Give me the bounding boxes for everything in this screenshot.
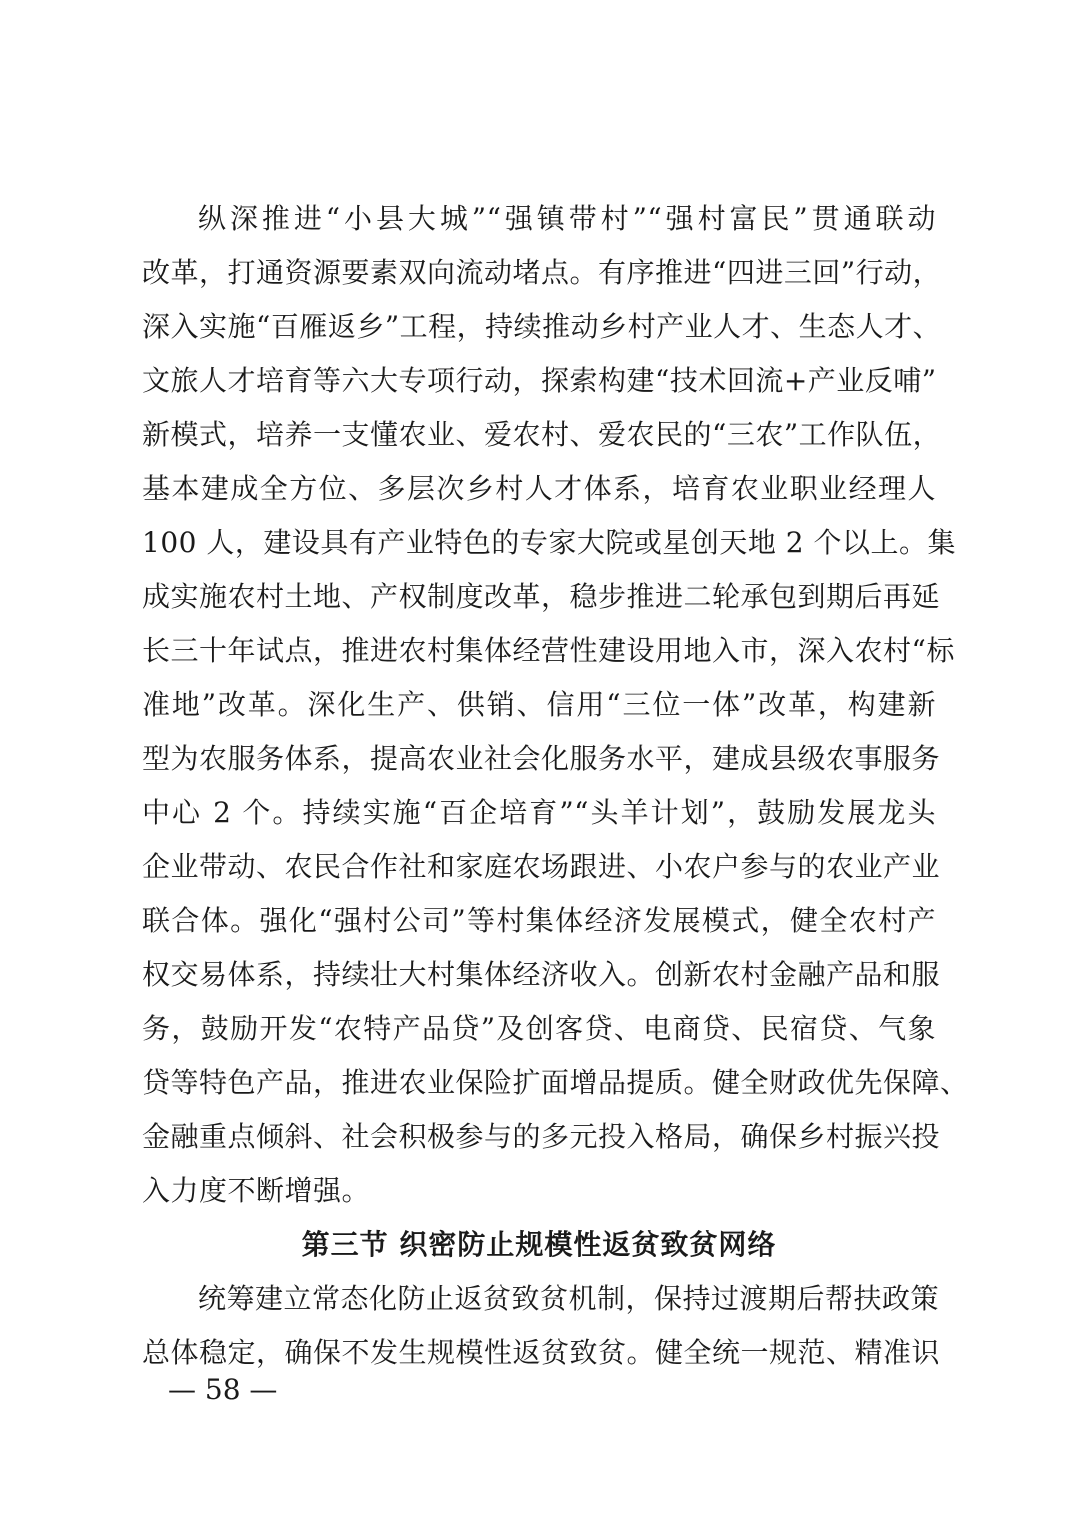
paragraph-line: 中心 2 个。持续实施“百企培育”“头羊计划”，鼓励发展龙头 xyxy=(142,796,936,829)
section-heading: 第三节 织密防止规模性返贫致贫网络 xyxy=(301,1228,777,1261)
paragraph-line: 基本建成全方位、多层次乡村人才体系，培育农业职业经理人 xyxy=(142,472,936,505)
paragraph-line: 100 人，建设具有产业特色的专家大院或星创天地 2 个以上。集 xyxy=(142,526,956,559)
paragraph-line: 联合体。强化“强村公司”等村集体经济发展模式，健全农村产 xyxy=(142,904,936,937)
paragraph-line: 准地”改革。深化生产、供销、信用“三位一体”改革，构建新 xyxy=(142,688,936,721)
paragraph-line: 长三十年试点，推进农村集体经营性建设用地入市，深入农村“标 xyxy=(142,634,955,667)
paragraph-line: 新模式，培养一支懂农业、爱农村、爱农民的“三农”工作队伍， xyxy=(142,418,942,451)
paragraph-line: 成实施农村土地、产权制度改革，稳步推进二轮承包到期后再延 xyxy=(142,580,941,613)
paragraph-line: 型为农服务体系，提高农业社会化服务水平，建成县级农事服务 xyxy=(142,742,941,775)
paragraph-line: 总体稳定，确保不发生规模性返贫致贫。健全统一规范、精准识 xyxy=(142,1336,941,1369)
paragraph-line: 文旅人才培育等六大专项行动，探索构建“技术回流+产业反哺” xyxy=(142,364,937,397)
paragraph-line: 务，鼓励开发“农特产品贷”及创客贷、电商贷、民宿贷、气象 xyxy=(142,1012,936,1045)
paragraph-line: 纵深推进“小县大城”“强镇带村”“强村富民”贯通联动 xyxy=(198,202,936,235)
paragraph-line: 金融重点倾斜、社会积极参与的多元投入格局，确保乡村振兴投 xyxy=(142,1120,941,1153)
paragraph-line: 贷等特色产品，推进农业保险扩面增品提质。健全财政优先保障、 xyxy=(142,1066,969,1099)
paragraph-line: 深入实施“百雁返乡”工程，持续推动乡村产业人才、生态人才、 xyxy=(142,310,942,343)
paragraph-line: 入力度不断增强。 xyxy=(142,1174,371,1207)
paragraph-line: 改革，打通资源要素双向流动堵点。有序推进“四进三回”行动， xyxy=(142,256,942,289)
paragraph-line: 企业带动、农民合作社和家庭农场跟进、小农户参与的农业产业 xyxy=(142,850,941,883)
paragraph-line: 权交易体系，持续壮大村集体经济收入。创新农村金融产品和服 xyxy=(142,958,941,991)
paragraph-line: 统筹建立常态化防止返贫致贫机制，保持过渡期后帮扶政策 xyxy=(198,1282,940,1315)
page-number: — 58 — xyxy=(168,1373,278,1406)
